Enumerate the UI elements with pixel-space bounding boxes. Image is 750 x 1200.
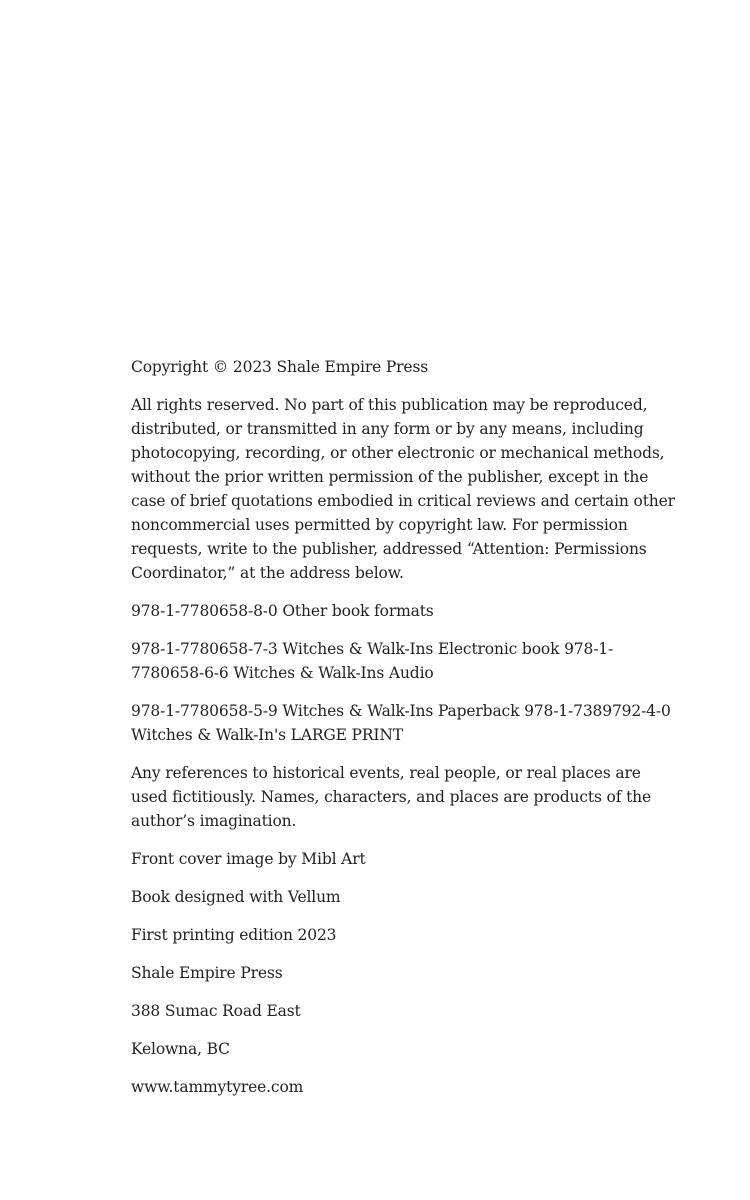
copyright-notice: Copyright © 2023 Shale Empire Press: [131, 358, 429, 376]
cover-credit: Front cover image by Mibl Art: [131, 850, 366, 868]
isbn-electronic-audio: 978-1-7780658-7-3 Witches & Walk-Ins Electronic book 978-1-7780658-6-6 Witches & Walk-Ins Audio: [131, 640, 614, 682]
rights-statement: All rights reserved. No part of this publication may be reproduced, distributed, or transmitted in any form or by any means, including photocopying, recording, or other electronic or mechanical methods, without the prior written permission of the publisher, except in the case of brief quotations embodied in critical reviews and certain other noncommercial uses permitted by copyright law. For permission requests, write to the publisher, addressed “Attention: Permissions Coordinator,” at the address below.: [131, 396, 675, 582]
copyright-page: [131, 355, 679, 1113]
publisher-street: 388 Sumac Road East: [131, 1002, 301, 1020]
printing-edition: First printing edition 2023: [131, 926, 337, 944]
fiction-disclaimer: Any references to historical events, real people, or real places are used fictitiously. Names, characters, and places are products of the author’s imagination.: [131, 764, 652, 830]
isbn-other-formats: 978-1-7780658-8-0 Other book formats: [131, 602, 434, 620]
publisher-city: Kelowna, BC: [131, 1040, 230, 1058]
design-credit: Book designed with Vellum: [131, 888, 341, 906]
website-link[interactable]: www.tammytyree.com: [131, 1078, 304, 1096]
isbn-paperback-large-print: 978-1-7780658-5-9 Witches & Walk-Ins Paperback 978-1-7389792-4-0 Witches & Walk-In's LARGE PRINT: [131, 702, 671, 744]
publisher-name: Shale Empire Press: [131, 964, 283, 982]
